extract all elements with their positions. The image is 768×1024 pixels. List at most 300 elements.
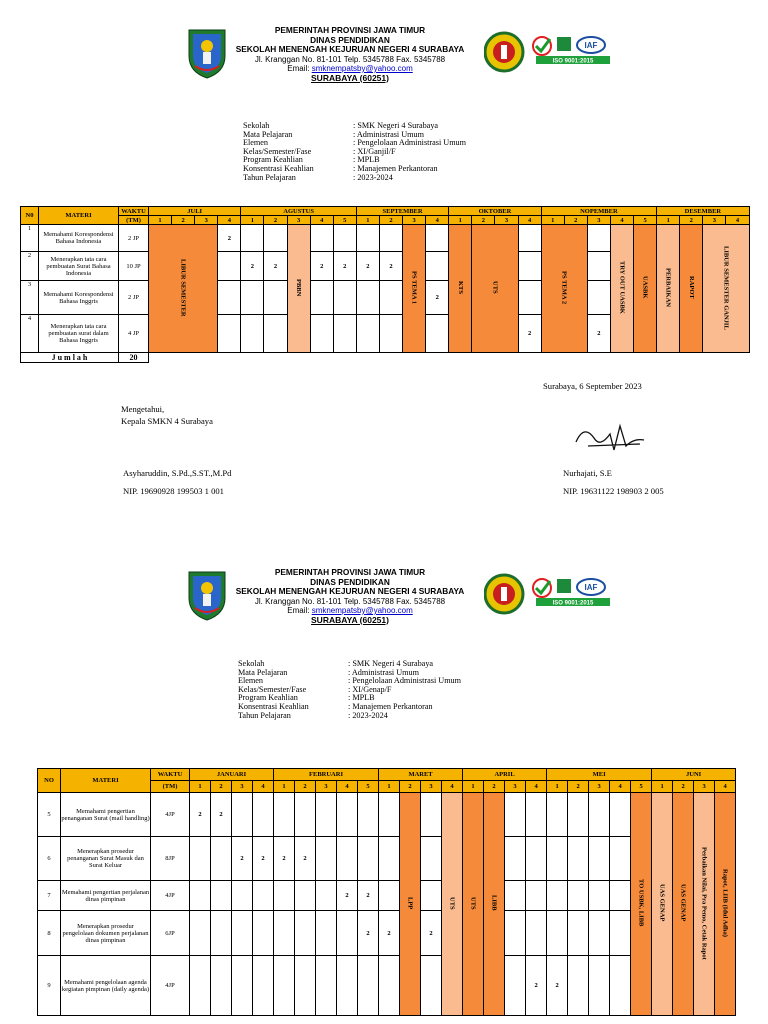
week-number: 1: [241, 216, 264, 225]
week-number: 4: [526, 781, 547, 793]
week-cell: [379, 315, 402, 353]
week-cell: [589, 837, 610, 881]
week-cell: [589, 956, 610, 1016]
week-number: 3: [195, 216, 218, 225]
jumlah-value: 20: [119, 353, 149, 363]
schedule-block: [657, 225, 680, 353]
vertical-label: RAPOT: [687, 276, 695, 299]
week-cell: [337, 956, 358, 1016]
info-label: Tahun Pelajaran: [243, 172, 296, 182]
mengetahui-label: Mengetahui,: [121, 404, 165, 414]
week-number: 4: [218, 216, 241, 225]
address-line: Jl. Kranggan No. 81-101 Telp. 5345788 Fax. 5345788: [254, 54, 446, 64]
info-label: Program Keahlian: [243, 155, 303, 165]
week-number: 1: [379, 781, 400, 793]
week-cell: 2: [421, 911, 442, 956]
row-materi: Memahami Korespondensi Bahasa Inggris: [39, 281, 119, 315]
row-waktu: 8JP: [151, 837, 190, 881]
vertical-label: PBBN: [295, 278, 303, 297]
week-cell: [241, 225, 264, 252]
schedule-block: [610, 225, 633, 353]
principal-nip: NIP. 19690928 199503 1 001: [123, 486, 224, 496]
row-waktu: 4JP: [151, 881, 190, 911]
month-header: AGUSTUS: [241, 207, 356, 216]
vertical-label: UTS: [469, 896, 477, 910]
info-value: : SMK Negeri 4 Surabaya: [353, 121, 439, 130]
schedule-table-odd-semester: [20, 206, 750, 363]
week-cell: [337, 911, 358, 956]
week-cell: [505, 881, 526, 911]
header-no: NO: [38, 769, 61, 793]
row-waktu: 4JP: [151, 793, 190, 837]
week-cell: [505, 793, 526, 837]
week-number: 5: [631, 781, 652, 793]
row-materi: Menerapkan prosedur pengelolaan dokumen perjalanan dinas pimpinan: [61, 911, 151, 956]
week-cell: [274, 881, 295, 911]
week-cell: 2: [211, 793, 232, 837]
schedule-block: [463, 793, 484, 1016]
week-cell: [358, 793, 379, 837]
month-header: FEBRUARI: [274, 769, 379, 781]
week-cell: [587, 225, 610, 252]
week-cell: [547, 837, 568, 881]
week-number: 5: [358, 781, 379, 793]
week-number: 3: [403, 216, 426, 225]
week-cell: [610, 956, 631, 1016]
info-value: : 2023-2024: [348, 710, 388, 720]
week-cell: [337, 793, 358, 837]
week-number: 4: [518, 216, 541, 225]
week-cell: [518, 281, 541, 315]
row-waktu: 2 JP: [119, 225, 149, 252]
week-number: 4: [726, 216, 749, 225]
week-cell: [526, 911, 547, 956]
month-header: SEPTEMBER: [356, 207, 448, 216]
dept-line: DINAS PENDIDIKAN: [310, 34, 390, 45]
week-number: 1: [657, 216, 680, 225]
month-header: JUNI: [652, 769, 736, 781]
row-materi: Memahami pengelolaan agenda kegiatan pimpinan (daily agenda): [61, 956, 151, 1016]
info-value: : Pengelolaan Administrasi Umum: [353, 138, 467, 148]
row-no: 1: [21, 225, 39, 252]
schedule-block: [541, 225, 587, 353]
week-cell: 2: [358, 881, 379, 911]
jumlah-empty: [149, 353, 750, 363]
week-number: 4: [715, 781, 736, 793]
week-cell: [421, 793, 442, 837]
schedule-block: [484, 793, 505, 1016]
week-cell: [232, 793, 253, 837]
week-cell: [379, 881, 400, 911]
teacher-nip: NIP. 19631122 198903 2 005: [563, 486, 664, 496]
week-cell: 2: [587, 315, 610, 353]
week-number: 2: [379, 216, 402, 225]
schedule-block: [449, 225, 472, 353]
week-number: 3: [505, 781, 526, 793]
info-value: : MPLB: [348, 693, 375, 703]
week-cell: 2: [241, 252, 264, 281]
info-label: Konsentrasi Keahlian: [238, 701, 309, 711]
week-cell: [505, 911, 526, 956]
week-number: 4: [610, 216, 633, 225]
info-value: : MPLB: [353, 155, 380, 165]
info-row: [238, 712, 461, 721]
month-header: JANUARI: [190, 769, 274, 781]
month-header: MARET: [379, 769, 463, 781]
week-number: 2: [673, 781, 694, 793]
week-cell: [295, 911, 316, 956]
gov-line: PEMERINTAH PROVINSI JAWA TIMUR: [274, 25, 426, 35]
table-row: [21, 225, 750, 252]
row-materi: Menerapkan tata cara pembuatan surat dalam Bahasa Inggris: [39, 315, 119, 353]
week-cell: [241, 281, 264, 315]
week-cell: [547, 911, 568, 956]
week-cell: [426, 315, 449, 353]
row-waktu: 4JP: [151, 956, 190, 1016]
row-no: 4: [21, 315, 39, 353]
week-number: 3: [694, 781, 715, 793]
week-cell: [379, 793, 400, 837]
week-cell: [310, 315, 333, 353]
letterhead-text: [230, 568, 470, 625]
row-no: 2: [21, 252, 39, 281]
week-cell: [356, 225, 379, 252]
week-cell: [274, 956, 295, 1016]
schedule-block: [634, 225, 657, 353]
week-cell: 2: [218, 225, 241, 252]
week-cell: [568, 793, 589, 837]
week-number: 3: [232, 781, 253, 793]
info-row: [243, 174, 466, 183]
week-cell: [274, 911, 295, 956]
school-line: SEKOLAH MENENGAH KEJURUAN NEGERI 4 SURABAYA: [235, 586, 465, 596]
week-cell: [505, 837, 526, 881]
week-cell: [253, 956, 274, 1016]
iso-text: ISO 9001:2015: [552, 58, 594, 65]
schedule-block: [715, 793, 736, 1016]
vertical-label: PS TEMA 1: [410, 270, 418, 305]
week-cell: [295, 881, 316, 911]
vertical-label: LIBB: [490, 895, 498, 911]
week-cell: [337, 837, 358, 881]
city-line: SURABAYA (60251): [311, 614, 389, 625]
month-header: JULI: [149, 207, 241, 216]
week-cell: 2: [379, 252, 402, 281]
week-number: 2: [568, 781, 589, 793]
schedule-block: [149, 225, 218, 353]
schedule-block: [287, 225, 310, 353]
row-materi: Memahami pengertian perjalanan dinas pimpinan: [61, 881, 151, 911]
week-cell: [232, 881, 253, 911]
week-cell: 2: [379, 911, 400, 956]
week-number: 1: [356, 216, 379, 225]
row-waktu: 4 JP: [119, 315, 149, 353]
week-number: 1: [463, 781, 484, 793]
vertical-label: KTS: [456, 280, 464, 294]
week-number: 2: [680, 216, 703, 225]
gov-line: PEMERINTAH PROVINSI JAWA TIMUR: [274, 567, 426, 577]
info-label: Kelas/Semester/Fase: [243, 146, 312, 156]
week-cell: [610, 911, 631, 956]
week-number: 1: [541, 216, 564, 225]
schedule-block: [652, 793, 673, 1016]
week-cell: 2: [356, 252, 379, 281]
header-materi: MATERI: [39, 207, 119, 225]
east-java-emblem-icon: [183, 568, 231, 622]
week-cell: [333, 315, 356, 353]
dept-line: DINAS PENDIDIKAN: [310, 576, 390, 587]
schedule-block: [400, 793, 421, 1016]
week-cell: [358, 837, 379, 881]
week-cell: 2: [518, 315, 541, 353]
week-cell: [218, 252, 241, 281]
week-cell: [310, 225, 333, 252]
month-header: APRIL: [463, 769, 547, 781]
month-header: DESEMBER: [657, 207, 749, 216]
kepala-label: Kepala SMKN 4 Surabaya: [121, 416, 213, 426]
row-no: 5: [38, 793, 61, 837]
week-number: 2: [264, 216, 287, 225]
week-cell: 2: [547, 956, 568, 1016]
row-no: 9: [38, 956, 61, 1016]
week-cell: [356, 315, 379, 353]
email-link[interactable]: smknempatsby@yahoo.com: [311, 64, 413, 73]
header-no: N0: [21, 207, 39, 225]
week-number: 4: [610, 781, 631, 793]
week-number: 3: [316, 781, 337, 793]
vertical-label: UAS GENAP: [679, 884, 687, 922]
week-number: 1: [190, 781, 211, 793]
week-number: 1: [449, 216, 472, 225]
info-label: Sekolah: [243, 121, 270, 130]
info-value: : Administrasi Umum: [348, 667, 419, 677]
iaf-text: IAF: [584, 41, 598, 50]
week-cell: [211, 881, 232, 911]
week-number: 3: [287, 216, 310, 225]
week-cell: [316, 911, 337, 956]
week-cell: [264, 281, 287, 315]
week-number: 4: [426, 216, 449, 225]
info-value: : Manajemen Perkantoran: [348, 701, 433, 711]
letterhead-text: [230, 26, 470, 83]
week-cell: [526, 881, 547, 911]
header-tm: (TM): [151, 781, 190, 793]
week-number: 2: [564, 216, 587, 225]
week-number: 5: [634, 216, 657, 225]
city-line: SURABAYA (60251): [311, 72, 389, 83]
week-number: 3: [587, 216, 610, 225]
row-materi: Memahami pengertian penanganan Surat (mail handling): [61, 793, 151, 837]
vertical-label: LIBUR SEMESTER GANJIL: [722, 245, 730, 330]
week-cell: [589, 911, 610, 956]
week-cell: [218, 315, 241, 353]
week-cell: [232, 956, 253, 1016]
week-cell: [310, 281, 333, 315]
info-value: : XI/Genap/F: [348, 684, 392, 694]
row-waktu: 10 JP: [119, 252, 149, 281]
week-cell: [316, 881, 337, 911]
email-label: Email:: [287, 606, 312, 615]
week-cell: [568, 837, 589, 881]
week-cell: [190, 837, 211, 881]
week-cell: 2: [232, 837, 253, 881]
week-cell: [264, 225, 287, 252]
letterhead-1: [0, 20, 768, 120]
course-info-1: [243, 122, 466, 182]
row-no: 6: [38, 837, 61, 881]
info-value: : SMK Negeri 4 Surabaya: [348, 659, 434, 668]
jumlah-label: J u m l a h: [21, 353, 119, 363]
info-value: : Manajemen Perkantoran: [353, 163, 438, 173]
week-number: 1: [274, 781, 295, 793]
week-cell: 2: [310, 252, 333, 281]
info-label: Elemen: [238, 676, 264, 686]
principal-name: Asyharuddin, S.Pd.,S.ST.,M.Pd: [123, 468, 232, 478]
week-cell: [610, 793, 631, 837]
week-cell: [190, 956, 211, 1016]
week-cell: [587, 252, 610, 281]
week-cell: [316, 956, 337, 1016]
row-no: 7: [38, 881, 61, 911]
schedule-block: [694, 793, 715, 1016]
month-header: MEI: [547, 769, 652, 781]
week-number: 3: [495, 216, 518, 225]
vertical-label: UTS: [491, 281, 499, 294]
week-cell: [568, 956, 589, 1016]
week-number: 4: [337, 781, 358, 793]
week-number: 5: [333, 216, 356, 225]
week-cell: 2: [274, 837, 295, 881]
school-line: SEKOLAH MENENGAH KEJURUAN NEGERI 4 SURABAYA: [235, 44, 465, 54]
vertical-label: UASBK: [641, 276, 649, 299]
week-number: 4: [442, 781, 463, 793]
week-number: 4: [310, 216, 333, 225]
week-cell: [316, 793, 337, 837]
month-header: OKTOBER: [449, 207, 541, 216]
schedule-block: [442, 793, 463, 1016]
week-number: 3: [703, 216, 726, 225]
info-label: Mata Pelajaran: [238, 667, 288, 677]
week-cell: 2: [526, 956, 547, 1016]
week-cell: [379, 956, 400, 1016]
vertical-label: UAS GENAP: [658, 884, 666, 922]
course-info-2: [238, 660, 461, 720]
week-cell: [333, 281, 356, 315]
vertical-label: Perbaikan Nilai, Pra Pemo, Cetak Rapot: [700, 846, 708, 960]
week-cell: [518, 252, 541, 281]
info-value: : Administrasi Umum: [353, 129, 424, 139]
row-no: 3: [21, 281, 39, 315]
week-cell: [610, 881, 631, 911]
week-cell: [253, 793, 274, 837]
week-cell: [379, 837, 400, 881]
week-cell: [610, 837, 631, 881]
east-java-emblem-icon: [183, 26, 231, 80]
week-cell: [316, 837, 337, 881]
info-label: Konsentrasi Keahlian: [243, 163, 314, 173]
week-cell: [211, 956, 232, 1016]
letterhead-2: [0, 562, 768, 662]
week-cell: [358, 956, 379, 1016]
week-cell: [589, 881, 610, 911]
info-label: Kelas/Semester/Fase: [238, 684, 307, 694]
week-cell: 2: [295, 837, 316, 881]
vertical-label: TRY OUT UASBK: [618, 261, 626, 314]
week-cell: [218, 281, 241, 315]
vertical-label: Rapot, LIIB (Idul Adha): [721, 869, 729, 937]
week-number: 3: [421, 781, 442, 793]
week-number: 2: [172, 216, 195, 225]
week-cell: [232, 911, 253, 956]
week-number: 1: [149, 216, 172, 225]
info-label: Elemen: [243, 138, 269, 148]
week-cell: [190, 881, 211, 911]
week-cell: [505, 956, 526, 1016]
week-cell: [356, 281, 379, 315]
week-number: 3: [589, 781, 610, 793]
week-number: 1: [547, 781, 568, 793]
week-cell: [264, 315, 287, 353]
header-waktu: WAKTU: [151, 769, 190, 781]
week-cell: [526, 793, 547, 837]
week-cell: [568, 911, 589, 956]
vertical-label: LPP: [406, 896, 414, 910]
week-number: 2: [211, 781, 232, 793]
vertical-label: LIBUR SEMESTER: [179, 258, 187, 317]
week-cell: [547, 881, 568, 911]
table-row: [38, 793, 736, 837]
info-label: Tahun Pelajaran: [238, 710, 291, 720]
row-materi: Menerapkan tata cara pembuatan Surat Bahasa Indonesia: [39, 252, 119, 281]
week-cell: [274, 793, 295, 837]
week-cell: [426, 225, 449, 252]
signature-date: Surabaya, 6 September 2023: [543, 381, 642, 391]
accreditation-logos-icon: [484, 30, 614, 74]
week-cell: 2: [358, 911, 379, 956]
email-label: Email:: [287, 64, 312, 73]
row-waktu: 2 JP: [119, 281, 149, 315]
info-label: Sekolah: [238, 659, 265, 668]
row-no: 8: [38, 911, 61, 956]
teacher-name: Nurhajati, S.E: [563, 468, 612, 478]
header-waktu: WAKTU: [119, 207, 149, 216]
email-link[interactable]: smknempatsby@yahoo.com: [311, 606, 413, 615]
signature-scribble-icon: [570, 420, 650, 460]
schedule-block: [631, 793, 652, 1016]
week-cell: 2: [264, 252, 287, 281]
row-materi: Menerapkan prosedur penanganan Surat Masuk dan Surat Keluar: [61, 837, 151, 881]
week-cell: [518, 225, 541, 252]
schedule-block: [703, 225, 749, 353]
week-cell: [547, 793, 568, 837]
week-cell: [379, 281, 402, 315]
schedule-block: [673, 793, 694, 1016]
week-cell: [333, 225, 356, 252]
info-value: : 2023-2024: [353, 172, 393, 182]
week-cell: [253, 911, 274, 956]
week-number: 2: [400, 781, 421, 793]
info-value: : XI/Ganjil/F: [353, 146, 396, 156]
week-cell: [211, 837, 232, 881]
week-cell: [211, 911, 232, 956]
week-cell: [589, 793, 610, 837]
info-label: Mata Pelajaran: [243, 129, 293, 139]
week-cell: 2: [190, 793, 211, 837]
schedule-block: [680, 225, 703, 353]
row-materi: Memahami Korespondensi Bahasa Indonesia: [39, 225, 119, 252]
info-label: Program Keahlian: [238, 693, 298, 703]
week-number: 2: [484, 781, 505, 793]
